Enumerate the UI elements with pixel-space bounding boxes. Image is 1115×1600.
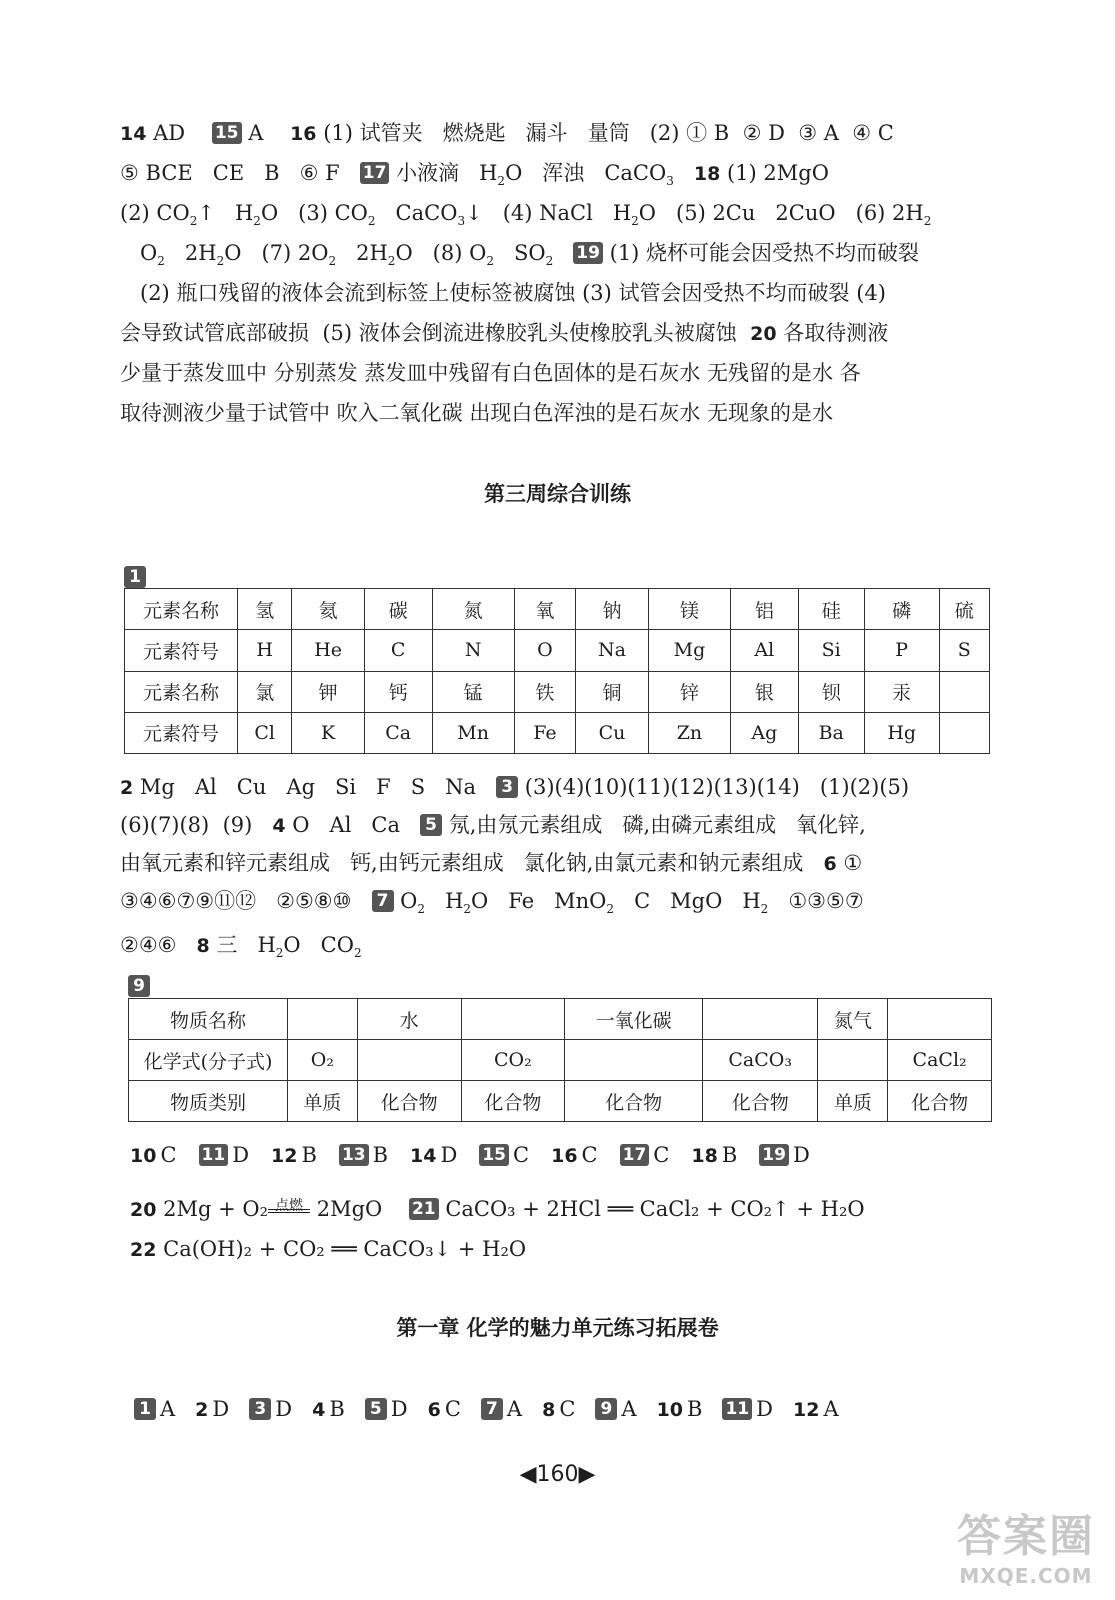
question-number: 10 <box>130 1145 157 1167</box>
table-cell: 化合物 <box>357 1081 461 1122</box>
question-number: 18 <box>691 1145 718 1167</box>
table-cell: Ca <box>364 712 432 753</box>
table-cell: 水 <box>357 999 461 1040</box>
answer-line: 14 AD 15 A 16 (1) 试管夹 燃烧匙 漏斗 量筒 (2) ① B ② D ③ A ④ C <box>120 121 894 145</box>
table-cell: 氮气 <box>818 999 888 1040</box>
answer-line: (6)(7)(8) (9) 4 O Al Ca 5 氖,由氖元素组成 磷,由磷元素组成 氧化锌, <box>120 813 866 837</box>
answer-item <box>195 1397 229 1421</box>
table-cell: 元素符号 <box>125 630 238 671</box>
table-cell: S <box>939 630 989 671</box>
watermark: 答案圈 MXQE.COM <box>957 1511 1095 1588</box>
table-cell: 铜 <box>576 671 649 712</box>
answer-line: 由氧元素和锌元素组成 钙,由钙元素组成 氯化钠,由氯元素和钠元素组成 6 ① <box>120 851 863 875</box>
answer-choice: D <box>275 1397 293 1421</box>
answer-item <box>657 1397 703 1421</box>
answer-item <box>134 1397 175 1421</box>
answer-item <box>722 1397 773 1421</box>
answer-item <box>312 1397 345 1421</box>
table-cell: 镁 <box>648 589 730 630</box>
answer-choice: B <box>687 1397 703 1421</box>
answer-item <box>339 1143 388 1167</box>
reaction-arrow: 点燃 <box>268 1209 310 1213</box>
table-cell: 一氧化碳 <box>565 999 703 1040</box>
table-cell: 化合物 <box>888 1081 992 1122</box>
table-cell: Cl <box>238 712 292 753</box>
table-cell: Cu <box>576 712 649 753</box>
question-number: 12 <box>271 1145 298 1167</box>
answer-item <box>481 1397 522 1421</box>
table-cell <box>888 999 992 1040</box>
question-number-boxed: 5 <box>365 1398 387 1420</box>
table-cell: C <box>364 630 432 671</box>
table-cell: 单质 <box>288 1081 358 1122</box>
question-number: 14 <box>410 1145 437 1167</box>
table-cell: Na <box>576 630 649 671</box>
table-row <box>125 671 990 712</box>
table-cell: He <box>292 630 365 671</box>
answer-line: 会导致试管底部破损 (5) 液体会倒流进橡胶乳头使橡胶乳头被腐蚀 20 各取待测液 <box>120 321 889 345</box>
table-cell: Ba <box>798 712 864 753</box>
answer-item <box>793 1397 839 1421</box>
answer-item <box>365 1397 408 1421</box>
page-number: ◀160▶ <box>519 1462 596 1487</box>
table-cell: 物质类别 <box>129 1081 288 1122</box>
table-cell: Ag <box>731 712 799 753</box>
table-cell: 铝 <box>731 589 799 630</box>
table-row <box>129 999 992 1040</box>
answer-choice: C <box>559 1397 576 1421</box>
table-cell <box>357 1040 461 1081</box>
answer-item <box>542 1397 575 1421</box>
answer-item <box>249 1397 292 1421</box>
table-cell: 汞 <box>864 671 939 712</box>
answer-choice: C <box>160 1143 177 1167</box>
table-cell: 氢 <box>238 589 292 630</box>
answer-line: 少量于蒸发皿中 分别蒸发 蒸发皿中残留有白色固体的是石灰水 无残留的是水 各 <box>120 361 861 385</box>
question-number: 16 <box>551 1145 578 1167</box>
table-cell: Si <box>798 630 864 671</box>
question-number: 10 <box>656 1399 684 1421</box>
answer-choice: D <box>390 1397 408 1421</box>
substance-table <box>128 998 992 1122</box>
question-number: 2 <box>195 1399 209 1421</box>
question-number-boxed: 1 <box>134 1398 156 1420</box>
answer-choice: C <box>581 1143 598 1167</box>
table-cell: 氮 <box>432 589 514 630</box>
answer-choice: D <box>232 1143 250 1167</box>
answer-choice: A <box>506 1397 523 1421</box>
answer-item <box>551 1143 598 1167</box>
question-number-boxed: 15 <box>212 122 242 144</box>
answer-choice: C <box>653 1143 670 1167</box>
question-number-boxed: 7 <box>481 1398 503 1420</box>
table-cell: 银 <box>731 671 799 712</box>
element-table <box>124 588 990 754</box>
question-number: 4 <box>312 1399 326 1421</box>
table-cell <box>939 712 989 753</box>
answer-row <box>130 1140 832 1171</box>
answer-choice: C <box>444 1397 461 1421</box>
question-number-boxed: 3 <box>249 1398 271 1420</box>
table-cell <box>565 1040 703 1081</box>
table-cell: 元素名称 <box>125 671 238 712</box>
table-cell: H <box>238 630 292 671</box>
answer-line: (2) 瓶口残留的液体会流到标签上使标签被腐蚀 (3) 试管会因受热不均而破裂 (4) <box>140 281 886 305</box>
question-number: 12 <box>792 1399 820 1421</box>
table-cell <box>288 999 358 1040</box>
question-number: 8 <box>542 1399 556 1421</box>
question-number-boxed: 1 <box>124 566 146 588</box>
question-number-boxed: 9 <box>595 1398 617 1420</box>
answer-item <box>199 1143 250 1167</box>
question-number-boxed: 15 <box>479 1144 509 1166</box>
equation-22: 22 Ca(OH)₂ + CO₂ ══ CaCO₃↓ + H₂O <box>130 1237 527 1261</box>
answer-row <box>134 1394 859 1425</box>
table-cell: 钡 <box>798 671 864 712</box>
answer-line: ③④⑥⑦⑨⑪⑫ ②⑤⑧⑩ 7 $O_2$ $H_2O$ Fe MnO$_2$ C MgO $H_2$ ①③⑤⑦ <box>120 889 864 917</box>
question-number: 6 <box>427 1399 441 1421</box>
section-title: 第三周综合训练 <box>484 482 631 506</box>
answer-choice: A <box>823 1397 839 1421</box>
table-cell: 硅 <box>798 589 864 630</box>
table-cell: 钠 <box>576 589 649 630</box>
question-number-boxed: 19 <box>759 1144 789 1166</box>
question-number-boxed: 9 <box>128 975 150 997</box>
table-cell: Mg <box>648 630 730 671</box>
answer-line: 2 Mg Al Cu Ag Si F S Na 3 (3)(4)(10)(11)(12)(13)(14) (1)(2)(5) <box>120 775 910 799</box>
table-cell <box>461 999 565 1040</box>
table-cell: O <box>514 630 575 671</box>
section-title: 第一章 化学的魅力单元练习拓展卷 <box>396 1316 719 1340</box>
answer-choice: D <box>212 1397 230 1421</box>
answer-item <box>620 1143 670 1167</box>
answer-item <box>691 1143 737 1167</box>
table-cell: 化合物 <box>461 1081 565 1122</box>
answer-choice: A <box>160 1397 176 1421</box>
answer-choice: D <box>440 1143 458 1167</box>
table-cell: Fe <box>514 712 575 753</box>
answer-item <box>130 1143 177 1167</box>
table-cell: P <box>864 630 939 671</box>
table-cell: 磷 <box>864 589 939 630</box>
answer-choice: D <box>792 1143 810 1167</box>
question-number: 14 <box>120 123 147 145</box>
table-cell: 氦 <box>292 589 365 630</box>
answer-choice: D <box>756 1397 773 1421</box>
table-row <box>125 630 990 671</box>
answer-line: ⑤ BCE CE B ⑥ F 17 小液滴 $H_2O$ 浑浊 CaCO$_3$ 18 (1) 2MgO <box>120 161 829 189</box>
answer-line: 取待测液少量于试管中 吹入二氧化碳 出现白色浑浊的是石灰水 无现象的是水 <box>120 401 834 425</box>
table-cell: Hg <box>864 712 939 753</box>
table-cell: 化学式(分子式) <box>129 1040 288 1081</box>
question-number-boxed: 13 <box>339 1144 369 1166</box>
answer-item <box>428 1397 461 1421</box>
table-cell: 化合物 <box>565 1081 703 1122</box>
question-number-boxed: 11 <box>199 1144 229 1166</box>
answer-line: $O_2$ $2H_2O$ (7) $2O_2$ $2H_2O$ (8) $O_2$ $SO_2$ 19 (1) 烧杯可能会因受热不均而破裂 <box>140 241 920 269</box>
table-cell: 氯 <box>238 671 292 712</box>
table-cell: N <box>432 630 514 671</box>
table-row <box>125 589 990 630</box>
table-cell: 钾 <box>292 671 365 712</box>
table-cell: Al <box>731 630 799 671</box>
table-cell: 单质 <box>818 1081 888 1122</box>
answer-choice: C <box>513 1143 530 1167</box>
answer-line: (2) $CO_2↑$ $H_2O$ (3) $CO_2$ CaCO$_3$↓ (4) NaCl $H_2O$ (5) 2Cu 2CuO (6) $2H_2$ <box>120 201 932 229</box>
table-cell <box>702 999 818 1040</box>
answer-line: ②④⑥ 8 三 $H_2O$ $CO_2$ <box>120 933 362 961</box>
table-cell: 锌 <box>648 671 730 712</box>
answer-choice: B <box>372 1143 389 1167</box>
table-cell: O₂ <box>288 1040 358 1081</box>
table-cell: CO₂ <box>461 1040 565 1081</box>
answer-item <box>271 1143 317 1167</box>
answer-choice: B <box>301 1143 317 1167</box>
answer-choice: A <box>621 1397 637 1421</box>
table-row <box>129 1081 992 1122</box>
table-cell: CaCl₂ <box>888 1040 992 1081</box>
table-cell: 硫 <box>939 589 989 630</box>
question-number-boxed: 11 <box>722 1398 752 1420</box>
table-cell <box>939 671 989 712</box>
table-cell: 化合物 <box>702 1081 818 1122</box>
answer-choice: B <box>721 1143 738 1167</box>
table-cell: 铁 <box>514 671 575 712</box>
question-number-boxed: 17 <box>620 1144 650 1166</box>
equation-20: 20 2Mg + O₂ 点燃 2MgO 21 CaCO₃ + 2HCl ══ CaCl₂ + CO₂↑ + H₂O <box>130 1197 865 1221</box>
table-cell: Mn <box>432 712 514 753</box>
table-cell: CaCO₃ <box>702 1040 818 1081</box>
answer-choice: B <box>329 1397 345 1421</box>
table-cell: 锰 <box>432 671 514 712</box>
answer-item <box>410 1143 457 1167</box>
table-cell: Zn <box>648 712 730 753</box>
table-cell: 钙 <box>364 671 432 712</box>
table-cell <box>818 1040 888 1081</box>
table-cell: 物质名称 <box>129 999 288 1040</box>
answer-item <box>759 1143 810 1167</box>
table-cell: 氧 <box>514 589 575 630</box>
table-cell: 元素符号 <box>125 712 238 753</box>
answer-item <box>479 1143 529 1167</box>
answer-item <box>595 1397 636 1421</box>
table-cell: 元素名称 <box>125 589 238 630</box>
table-row <box>129 1040 992 1081</box>
table-cell: 碳 <box>364 589 432 630</box>
equation-21: CaCO₃ + 2HCl ══ CaCl₂ + CO₂↑ + H₂O <box>445 1197 865 1221</box>
table-cell: K <box>292 712 365 753</box>
table-row <box>125 712 990 753</box>
